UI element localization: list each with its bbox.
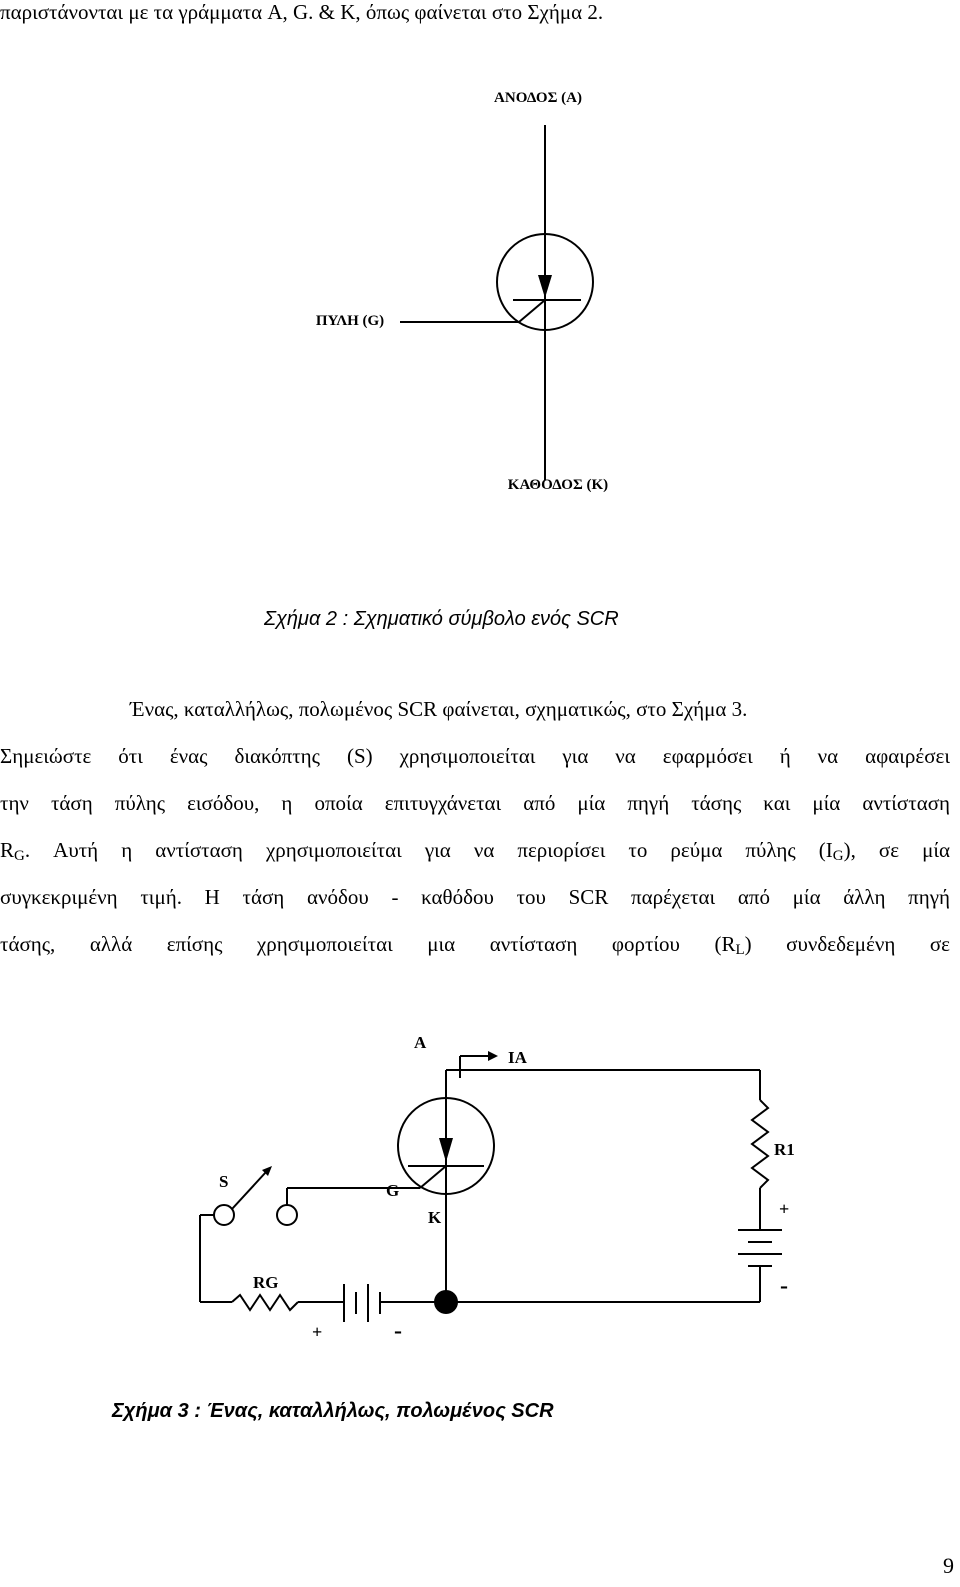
paragraph-line-5: συγκεκριμένη τιμή. Η τάση ανόδου - καθόδου του SCR παρέχεται από μία άλλη πηγή xyxy=(0,885,950,909)
label-minus-load: - xyxy=(780,1273,788,1299)
r1-resistor xyxy=(752,1100,768,1188)
paragraph-line-6: τάσης, αλλά επίσης χρησιμοποιείται μια αντίσταση φορτίου $(R_L)$ συνδεδεμένη σε xyxy=(0,932,951,958)
current-arrow-icon xyxy=(488,1051,498,1061)
paragraph-line-2: Σημειώστε ότι ένας διακόπτης (S) χρησιμοποιείται για να εφαρμόσει ή να αφαιρέσει xyxy=(0,744,950,768)
label-g: G xyxy=(386,1181,400,1200)
label-a: A xyxy=(414,1033,427,1052)
paragraph-line-1: Ένας, καταλλήλως, πολωμένος SCR φαίνεται, σχηματικώς, στο Σχήμα 3. xyxy=(130,697,748,721)
label-k: K xyxy=(428,1208,442,1227)
diode-arrow-icon xyxy=(538,275,552,298)
rg-resistor xyxy=(232,1295,298,1310)
paragraph-line-4: $R_G$. Αυτή η αντίσταση χρησιμοποιείται για να περιορίσει το ρεύμα πύλης $(I_G)$, σε μία xyxy=(0,838,950,864)
intro-line: παριστάνονται με τα γράμματα A, G. & K, όπως φαίνεται στο Σχήμα 2. xyxy=(0,0,604,24)
label-plus-load: + xyxy=(779,1199,790,1219)
label-rg: RG xyxy=(253,1273,279,1292)
label-minus-gate: - xyxy=(394,1318,402,1344)
figure-2-scr-symbol xyxy=(0,60,960,620)
cathode-label: ΚΑΘΟΔΟΣ (K) xyxy=(507,477,609,493)
switch-terminal-left xyxy=(214,1205,234,1225)
label-plus-gate: + xyxy=(312,1322,323,1342)
gate-label: ΠΥΛΗ (G) xyxy=(315,313,385,329)
paragraph-line-3: την τάση πύλης εισόδου, η οποία επιτυγχάνεται από μία πηγή τάσης και μία αντίσταση xyxy=(0,791,950,815)
switch-terminal-right xyxy=(277,1205,297,1225)
label-ia: IA xyxy=(508,1048,527,1067)
label-s: S xyxy=(219,1172,229,1191)
page-number: 9 xyxy=(943,1553,954,1578)
anode-label: ΑΝΟΔΟΣ (A) xyxy=(494,90,582,106)
figure-3-circuit xyxy=(0,1020,960,1360)
scr-arrow-icon xyxy=(439,1138,453,1162)
figure-3-caption: Σχήμα 3 : Ένας, καταλλήλως, πολωμένος SCR xyxy=(112,1400,554,1422)
figure-2-caption: Σχήμα 2 : Σχηματικό σύμβολο ενός SCR xyxy=(264,608,619,630)
label-r1: R1 xyxy=(774,1140,795,1159)
